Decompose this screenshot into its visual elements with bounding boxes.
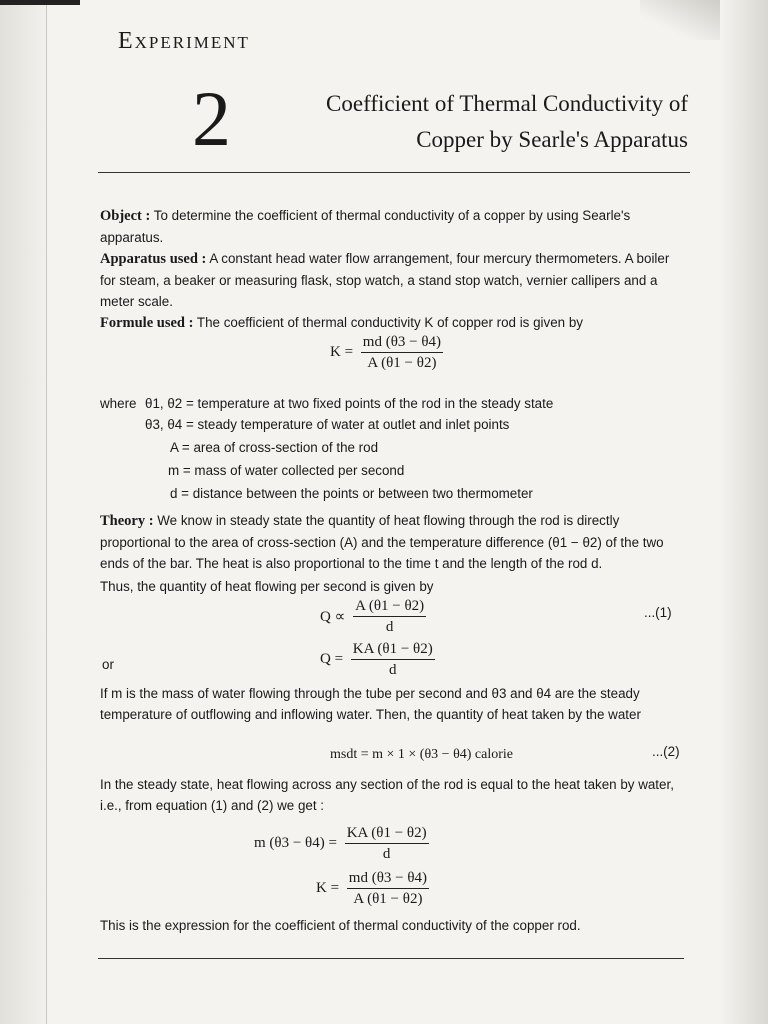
where-intro: where <box>100 396 137 411</box>
theory-paragraph-2: If m is the mass of water flowing through the tube per second and θ3 and θ4 are the steady temperature of outflowing and inflowing water. Then, the quantity of heat taken by the water <box>100 686 641 722</box>
eq4-lhs: K = <box>316 880 340 896</box>
formula-text: The coefficient of thermal conductivity K of copper rod is given by <box>193 315 583 330</box>
theory-paragraph-3: In the steady state, heat flowing across any section of the rod is equal to the heat taken by water, i.e., from equation (1) and (2) we get : <box>100 777 674 813</box>
equation-2: msdt = m × 1 × (θ3 − θ4) calorie <box>330 747 514 762</box>
object-paragraph <box>100 205 688 248</box>
eq1b-numerator: KA (θ1 − θ2) <box>351 639 435 660</box>
eq1-number: ...(1) <box>644 605 672 620</box>
theory-thus: Thus, the quantity of heat flowing per second is given by <box>100 579 434 594</box>
experiment-number: 2 <box>192 75 231 162</box>
eq1-denominator: d <box>385 619 394 635</box>
where-item-5: d = distance between the points or between two thermometer <box>170 486 533 501</box>
document-page <box>98 0 690 1024</box>
conclusion-text: This is the expression for the coefficient of thermal conductivity of the copper rod. <box>100 918 581 933</box>
footer-rule <box>98 958 684 959</box>
equation-1 <box>320 596 426 637</box>
formula-paragraph <box>100 312 688 334</box>
title-rule <box>98 172 690 173</box>
title-line-1: Coefficient of Thermal Conductivity of <box>326 91 688 116</box>
theory-paragraph <box>100 510 688 574</box>
where-item-4: m = mass of water collected per second <box>168 463 405 478</box>
page-right-shadow <box>720 0 768 1024</box>
formula-eq-lhs: K = <box>330 344 354 360</box>
object-label: Object : <box>100 208 151 224</box>
title-line-2: Copper by Searle's Apparatus <box>416 127 688 152</box>
or-label: or <box>102 657 114 672</box>
eq2-number: ...(2) <box>652 744 680 759</box>
apparatus-label: Apparatus used : <box>100 251 207 267</box>
page-gutter-shadow <box>0 0 46 1024</box>
formula-equation <box>330 332 443 373</box>
where-item-3: A = area of cross-section of the rod <box>170 440 379 455</box>
apparatus-text: A constant head water flow arrangement, four mercury thermometers. A boiler for steam, a beaker or measuring flask, stop watch, a stand stop watch, vernier callipers and a meter scale. <box>100 251 670 309</box>
experiment-label: Experiment <box>118 28 250 54</box>
object-text: To determine the coefficient of thermal conductivity of a copper by using Searle's apparatus. <box>100 208 631 245</box>
formula-eq-denominator: A (θ1 − θ2) <box>367 355 437 371</box>
where-item-1: θ1, θ2 = temperature at two fixed points of the rod in the steady state <box>145 396 554 411</box>
apparatus-paragraph <box>100 248 688 312</box>
equation-3 <box>254 823 429 864</box>
eq3-numerator: KA (θ1 − θ2) <box>345 823 429 844</box>
eq4-numerator: md (θ3 − θ4) <box>347 868 429 889</box>
page-edge <box>46 0 47 1024</box>
eq3-denominator: d <box>382 846 391 862</box>
equation-1b <box>320 639 435 680</box>
where-item-2: θ3, θ4 = steady temperature of water at outlet and inlet points <box>145 417 510 432</box>
eq1b-lhs: Q = <box>320 651 344 667</box>
eq1b-denominator: d <box>389 662 397 678</box>
theory-text: We know in steady state the quantity of heat flowing through the rod is directly proportional to the area of cross-section (A) and the temperature difference (θ1 − θ2) of the two ends of the bar. The heat is also proportional to the time t and the length of the rod d. <box>100 513 664 571</box>
formula-eq-numerator: md (θ3 − θ4) <box>361 332 443 353</box>
eq4-denominator: A (θ1 − θ2) <box>353 891 423 907</box>
page-title <box>268 86 688 158</box>
scan-border <box>0 0 80 5</box>
formula-label: Formule used : <box>100 315 194 331</box>
eq3-lhs: m (θ3 − θ4) = <box>254 835 337 851</box>
eq1-lhs: Q ∝ <box>320 609 346 625</box>
theory-label: Theory : <box>100 513 154 529</box>
equation-4 <box>316 868 429 909</box>
eq1-numerator: A (θ1 − θ2) <box>353 596 426 617</box>
